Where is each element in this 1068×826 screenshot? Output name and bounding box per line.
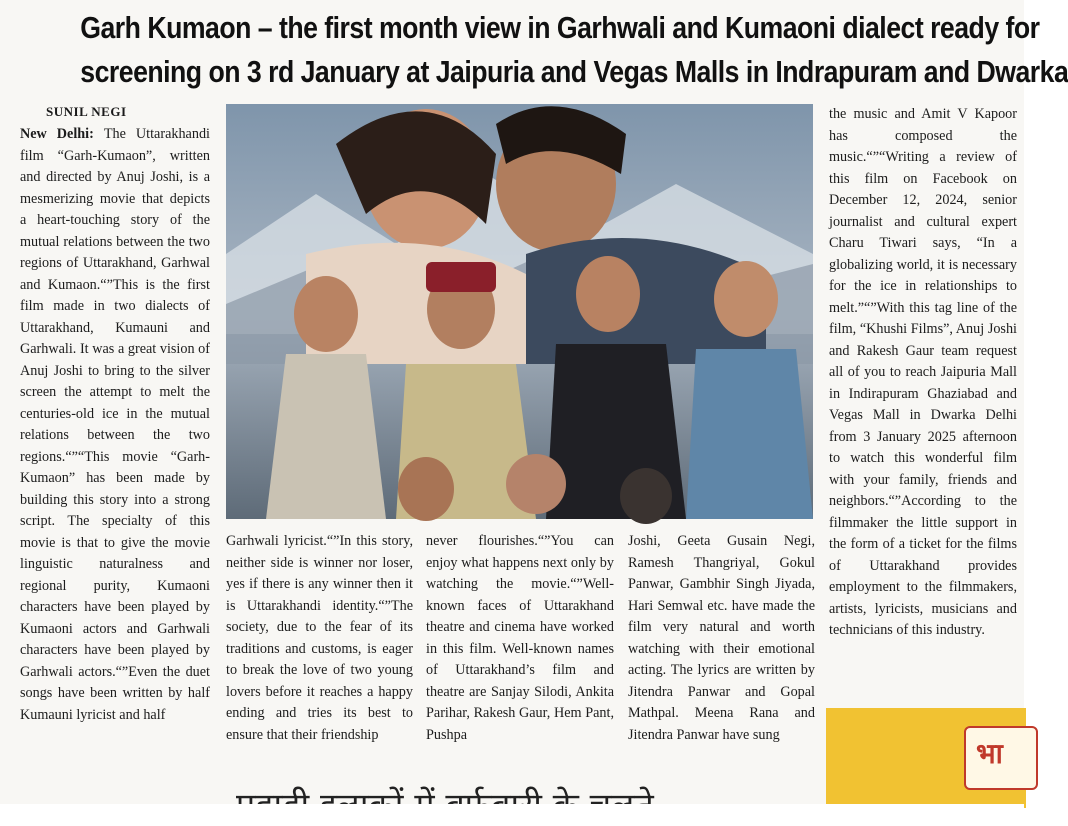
headline [80, 6, 1068, 94]
advertisement-box [826, 708, 1026, 808]
article-column-left [20, 124, 210, 804]
dateline: New Delhi: [20, 126, 104, 142]
byline: SUNIL NEGI [46, 104, 127, 119]
headline-line-1: Garh Kumaon – the first month view in Garhwali and Kumaoni dialect ready for [80, 10, 1040, 45]
poster-illustration [226, 104, 813, 519]
article-column-right: the music and Amit V Kapoor has composed the music.“”“Writing a review of this film on Facebook on December 12, 2024, senior journalist and cultural expert Charu Tiwari says, “In a globalizing world, it is necessary for the ice in relationships to melt.”“”With this tag line of the film, “Khushi Films”, Anuj Joshi and Rakesh Gaur team request all of you to reach Jaipuria Mall in Indirapuram Ghaziabad and Vegas Mall in Dwarka Delhi from 3 January 2025 afternoon to watch this wonderful film with your family, friends and neighbors.“”According to the filmmaker the little support in the form of a ticket for the films of Uttarakhand provides employment to the filmmakers, artists, lyricists, musicians and technicians of this industry. [829, 106, 1017, 638]
article-column-bottom-1: Garhwali lyricist.“”In this story, neither side is winner nor loser, yes if there is any winner then it is Uttarakhandi identity.“”The society, due to the fear of its traditions and customs, is eager to break the love of two young lovers before it reaches a happy ending and tries its best to ensure that their friendship [226, 533, 413, 743]
article-column-bottom-2: never flourishes.“”You can enjoy what happens next only by watching the movie.“”Well-known faces of Uttarakhand theatre and cinema have worked in this film. Well-known names of Uttarakhand’s film and theatre are Sanjay Silodi, Ankita Parihar, Rakesh Gaur, Hem Pant, Pushpa [426, 533, 614, 743]
article-text-left: The Uttarakhandi film “Garh-Kumaon”, written and directed by Anuj Joshi, is a mesmerizing movie that depicts a heart-touching story of the mutual relations between the two regions of Uttarakhand, Garhwal and Kumaon.“”This is the first film made in two dialects of Uttarakhand, Kumauni and Garhwali. It was a great vision of Anuj Joshi to bring to the silver screen the attempt to melt the centuries-old ice in the mutual relations between the two regions.“”“This movie “Garh- Kumaon” has been made by building this story into a strong script. The specialty of this movie is that to give the movie linguistic naturalness and regional purity, Kumaoni characters have been played by Kumaoni actors and Garhwali characters have been played by Garhwali actors.“”Even the duet songs have been written by half Kumauni lyricist and half [20, 126, 210, 723]
headline-line-2: screening on 3 rd January at Jaipuria and Vegas Malls in Indrapuram and Dwarka [80, 54, 1068, 89]
ad-text: भा [976, 737, 1003, 770]
film-poster-photo [226, 104, 813, 519]
article-column-bottom-3: Joshi, Geeta Gusain Negi, Ramesh Thangriyal, Gokul Panwar, Gambhir Singh Jiyada, Hari Semwal etc. have made the film very natural and worth watching with their emotional acting. The lyrics are written by Jitendra Panwar and Gopal Mathpal. Meena Rana and Jitendra Panwar have sung [628, 533, 815, 743]
bottom-margin [0, 804, 1024, 825]
